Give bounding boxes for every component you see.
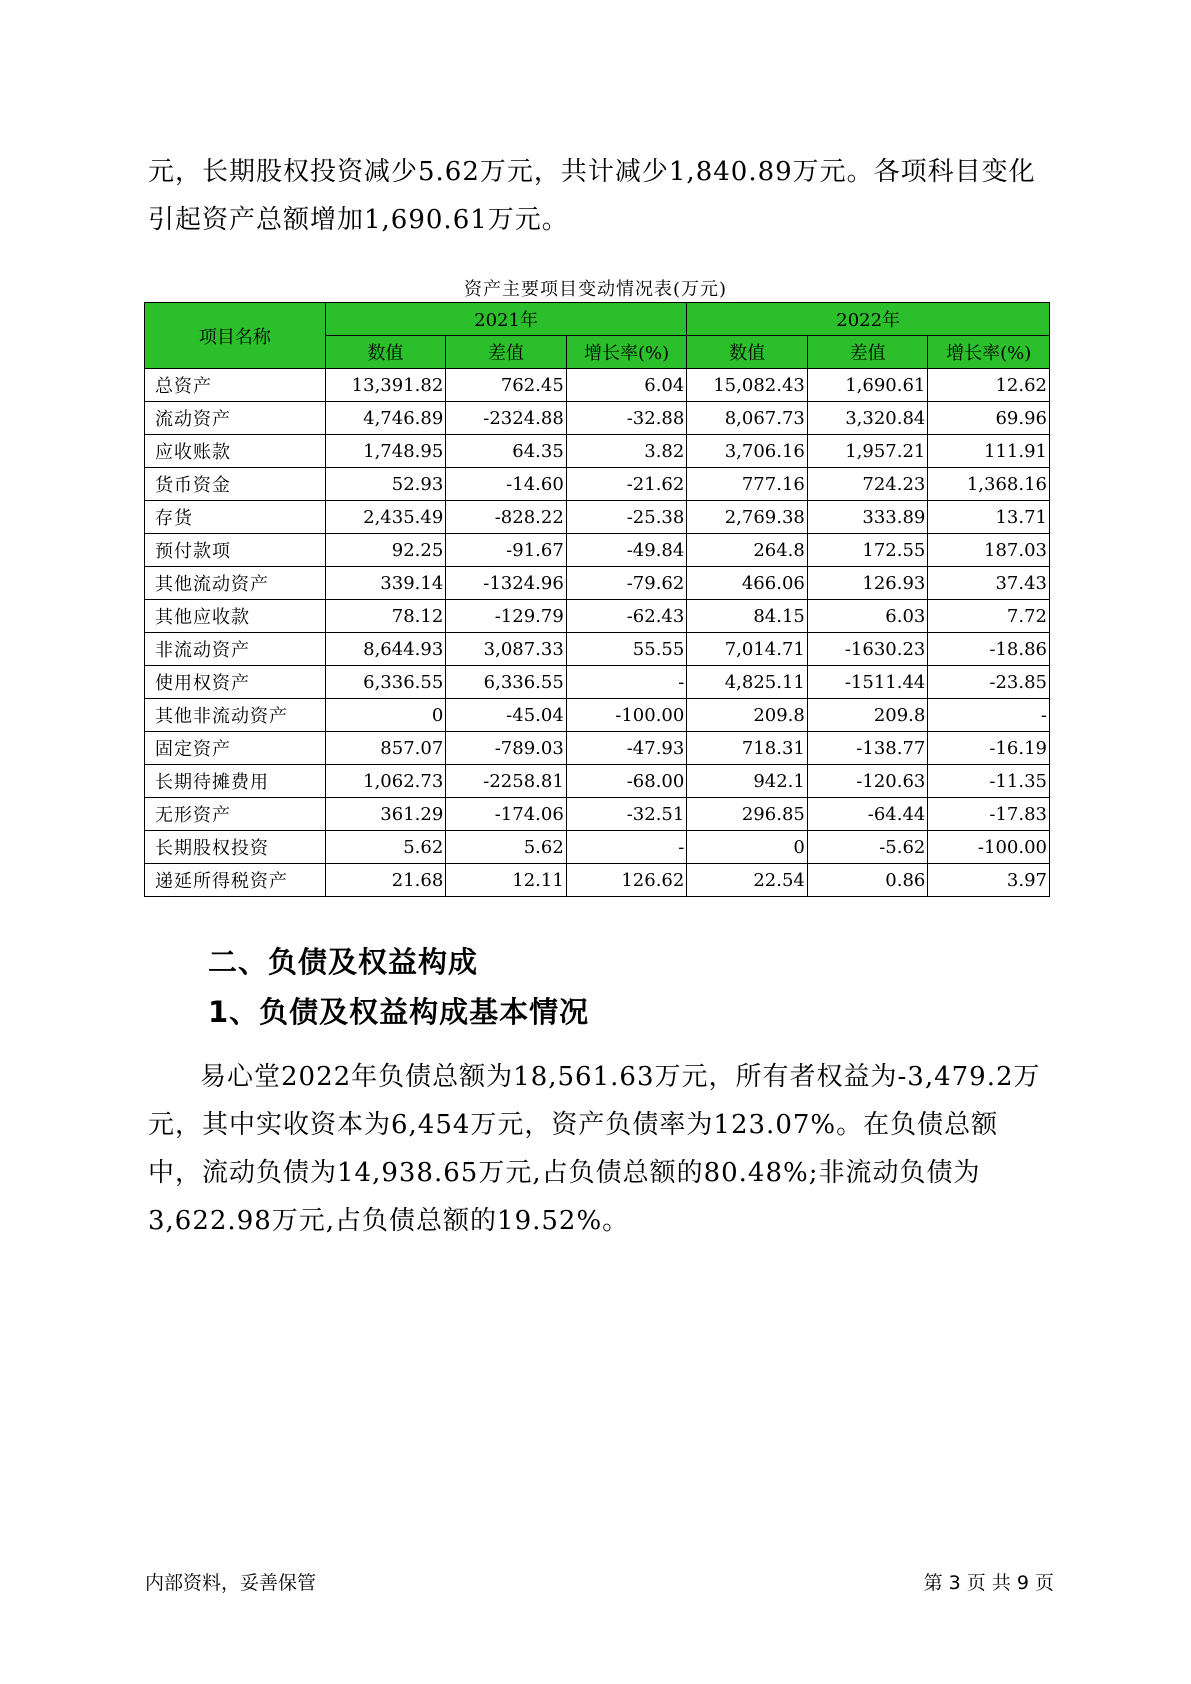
row-label: 应收账款 [145, 435, 326, 468]
table-body [145, 369, 1050, 897]
table-cell: -17.83 [928, 798, 1050, 831]
table-cell: 857.07 [325, 732, 446, 765]
table-cell: 172.55 [807, 534, 928, 567]
table-cell: -62.43 [566, 600, 687, 633]
table-cell: -100.00 [566, 699, 687, 732]
table-cell: 6.04 [566, 369, 687, 402]
table-cell: 37.43 [928, 567, 1050, 600]
table-cell: 12.62 [928, 369, 1050, 402]
table-cell: 3.97 [928, 864, 1050, 897]
table-cell: 942.1 [687, 765, 808, 798]
footer-confidential-note: 内部资料，妥善保管 [145, 1572, 317, 1594]
row-label: 其他流动资产 [145, 567, 326, 600]
table-cell: 4,825.11 [687, 666, 808, 699]
subheader-diff-2021: 差值 [446, 336, 567, 369]
table-row [145, 666, 1050, 699]
table-cell: -5.62 [807, 831, 928, 864]
table-row [145, 402, 1050, 435]
table-cell: -14.60 [446, 468, 567, 501]
table-cell: -23.85 [928, 666, 1050, 699]
table-cell: 209.8 [807, 699, 928, 732]
table-cell: 777.16 [687, 468, 808, 501]
table-cell: 0 [687, 831, 808, 864]
table-cell: 3,320.84 [807, 402, 928, 435]
row-label: 预付款项 [145, 534, 326, 567]
table-cell: 4,746.89 [325, 402, 446, 435]
table-row [145, 534, 1050, 567]
table-cell: -129.79 [446, 600, 567, 633]
table-cell: 84.15 [687, 600, 808, 633]
table-cell: -16.19 [928, 732, 1050, 765]
table-cell: 12.11 [446, 864, 567, 897]
table-cell: 0 [325, 699, 446, 732]
row-label: 无形资产 [145, 798, 326, 831]
table-cell: -174.06 [446, 798, 567, 831]
table-cell: -91.67 [446, 534, 567, 567]
table-cell: 13.71 [928, 501, 1050, 534]
row-label: 非流动资产 [145, 633, 326, 666]
table-cell: 126.93 [807, 567, 928, 600]
row-label: 其他非流动资产 [145, 699, 326, 732]
row-label: 货币资金 [145, 468, 326, 501]
liability-paragraph [148, 1053, 1048, 1245]
table-cell: 5.62 [446, 831, 567, 864]
row-label: 流动资产 [145, 402, 326, 435]
table-row [145, 369, 1050, 402]
row-label: 长期待摊费用 [145, 765, 326, 798]
table-cell: 296.85 [687, 798, 808, 831]
subheader-value-2022: 数值 [687, 336, 808, 369]
table-row [145, 765, 1050, 798]
subheader-growth-2021: 增长率(%) [566, 336, 687, 369]
table-caption: 资产主要项目变动情况表(万元) [463, 279, 728, 300]
section-heading: 二、负债及权益构成 [208, 945, 479, 979]
row-label: 其他应收款 [145, 600, 326, 633]
table-cell: 13,391.82 [325, 369, 446, 402]
table-cell: 6,336.55 [325, 666, 446, 699]
table-row [145, 435, 1050, 468]
table-cell: -18.86 [928, 633, 1050, 666]
table-cell: 8,067.73 [687, 402, 808, 435]
row-label: 使用权资产 [145, 666, 326, 699]
table-cell: 2,769.38 [687, 501, 808, 534]
table-row [145, 468, 1050, 501]
row-label: 总资产 [145, 369, 326, 402]
intro-paragraph: 元，长期股权投资减少5.62万元，共计减少1,840.89万元。各项科目变化引起资产总额增加1,690.61万元。 [148, 157, 1036, 235]
table-cell: 7.72 [928, 600, 1050, 633]
table-row [145, 633, 1050, 666]
header-year-2021: 2021年 [325, 303, 687, 336]
footer-page-number: 第 3 页 共 9 页 [923, 1572, 1054, 1594]
table-cell: 69.96 [928, 402, 1050, 435]
row-label: 长期股权投资 [145, 831, 326, 864]
table-cell: 22.54 [687, 864, 808, 897]
row-label: 固定资产 [145, 732, 326, 765]
table-cell: 718.31 [687, 732, 808, 765]
table-cell: 15,082.43 [687, 369, 808, 402]
table-cell: 21.68 [325, 864, 446, 897]
table-cell: -25.38 [566, 501, 687, 534]
subsection-heading: 1、负债及权益构成基本情况 [208, 995, 590, 1029]
table-cell: -45.04 [446, 699, 567, 732]
table-cell: 111.91 [928, 435, 1050, 468]
table-cell: 209.8 [687, 699, 808, 732]
table-cell: 1,368.16 [928, 468, 1050, 501]
table-row [145, 699, 1050, 732]
table-row [145, 501, 1050, 534]
table-cell: -120.63 [807, 765, 928, 798]
subheader-value-2021: 数值 [325, 336, 446, 369]
table-cell: 1,748.95 [325, 435, 446, 468]
table-cell: 7,014.71 [687, 633, 808, 666]
row-label: 递延所得税资产 [145, 864, 326, 897]
table-cell: -32.88 [566, 402, 687, 435]
table-cell: -2324.88 [446, 402, 567, 435]
table-cell: -47.93 [566, 732, 687, 765]
table-cell: 2,435.49 [325, 501, 446, 534]
table-row [145, 831, 1050, 864]
table-cell: 126.62 [566, 864, 687, 897]
table-cell: 5.62 [325, 831, 446, 864]
table-cell: - [928, 699, 1050, 732]
table-cell: 333.89 [807, 501, 928, 534]
table-cell: -64.44 [807, 798, 928, 831]
table-cell: -68.00 [566, 765, 687, 798]
table-cell: 466.06 [687, 567, 808, 600]
table-cell: -11.35 [928, 765, 1050, 798]
table-cell: 64.35 [446, 435, 567, 468]
table-cell: 55.55 [566, 633, 687, 666]
table-cell: 8,644.93 [325, 633, 446, 666]
table-cell: 1,062.73 [325, 765, 446, 798]
header-item-name: 项目名称 [145, 303, 326, 369]
table-cell: -1324.96 [446, 567, 567, 600]
table-cell: 1,690.61 [807, 369, 928, 402]
table-cell: - [566, 666, 687, 699]
table-cell: 762.45 [446, 369, 567, 402]
table-cell: 78.12 [325, 600, 446, 633]
table-cell: -789.03 [446, 732, 567, 765]
table-cell: - [566, 831, 687, 864]
table-row [145, 567, 1050, 600]
table-row [145, 732, 1050, 765]
table-cell: 339.14 [325, 567, 446, 600]
table-cell: -828.22 [446, 501, 567, 534]
table-row [145, 798, 1050, 831]
table-cell: -1511.44 [807, 666, 928, 699]
table-cell: -32.51 [566, 798, 687, 831]
table-cell: -79.62 [566, 567, 687, 600]
table-cell: -2258.81 [446, 765, 567, 798]
table-cell: 6.03 [807, 600, 928, 633]
row-label: 存货 [145, 501, 326, 534]
table-cell: -138.77 [807, 732, 928, 765]
table-cell: 52.93 [325, 468, 446, 501]
table-cell: 361.29 [325, 798, 446, 831]
table-cell: 187.03 [928, 534, 1050, 567]
table-cell: -1630.23 [807, 633, 928, 666]
table-cell: 264.8 [687, 534, 808, 567]
table-row [145, 600, 1050, 633]
subheader-diff-2022: 差值 [807, 336, 928, 369]
table-cell: -100.00 [928, 831, 1050, 864]
table-row [145, 864, 1050, 897]
subheader-growth-2022: 增长率(%) [928, 336, 1050, 369]
table-cell: 3,087.33 [446, 633, 567, 666]
table-cell: 6,336.55 [446, 666, 567, 699]
table-cell: 3,706.16 [687, 435, 808, 468]
asset-change-table [144, 302, 1050, 897]
liability-paragraph-text: 易心堂2022年负债总额为18,561.63万元，所有者权益为-3,479.2万元，其中实收资本为6,454万元，资产负债率为123.07%。在负债总额中，流动负债为14,938.65万元,占负债总额的80.48%;非流动负债为3,622.98万元,占负债总额的19.52%。 [148, 1062, 1041, 1236]
table-cell: 0.86 [807, 864, 928, 897]
table-cell: 92.25 [325, 534, 446, 567]
table-cell: -49.84 [566, 534, 687, 567]
table-cell: 1,957.21 [807, 435, 928, 468]
header-year-2022: 2022年 [687, 303, 1050, 336]
table-cell: -21.62 [566, 468, 687, 501]
table-cell: 3.82 [566, 435, 687, 468]
table-cell: 724.23 [807, 468, 928, 501]
